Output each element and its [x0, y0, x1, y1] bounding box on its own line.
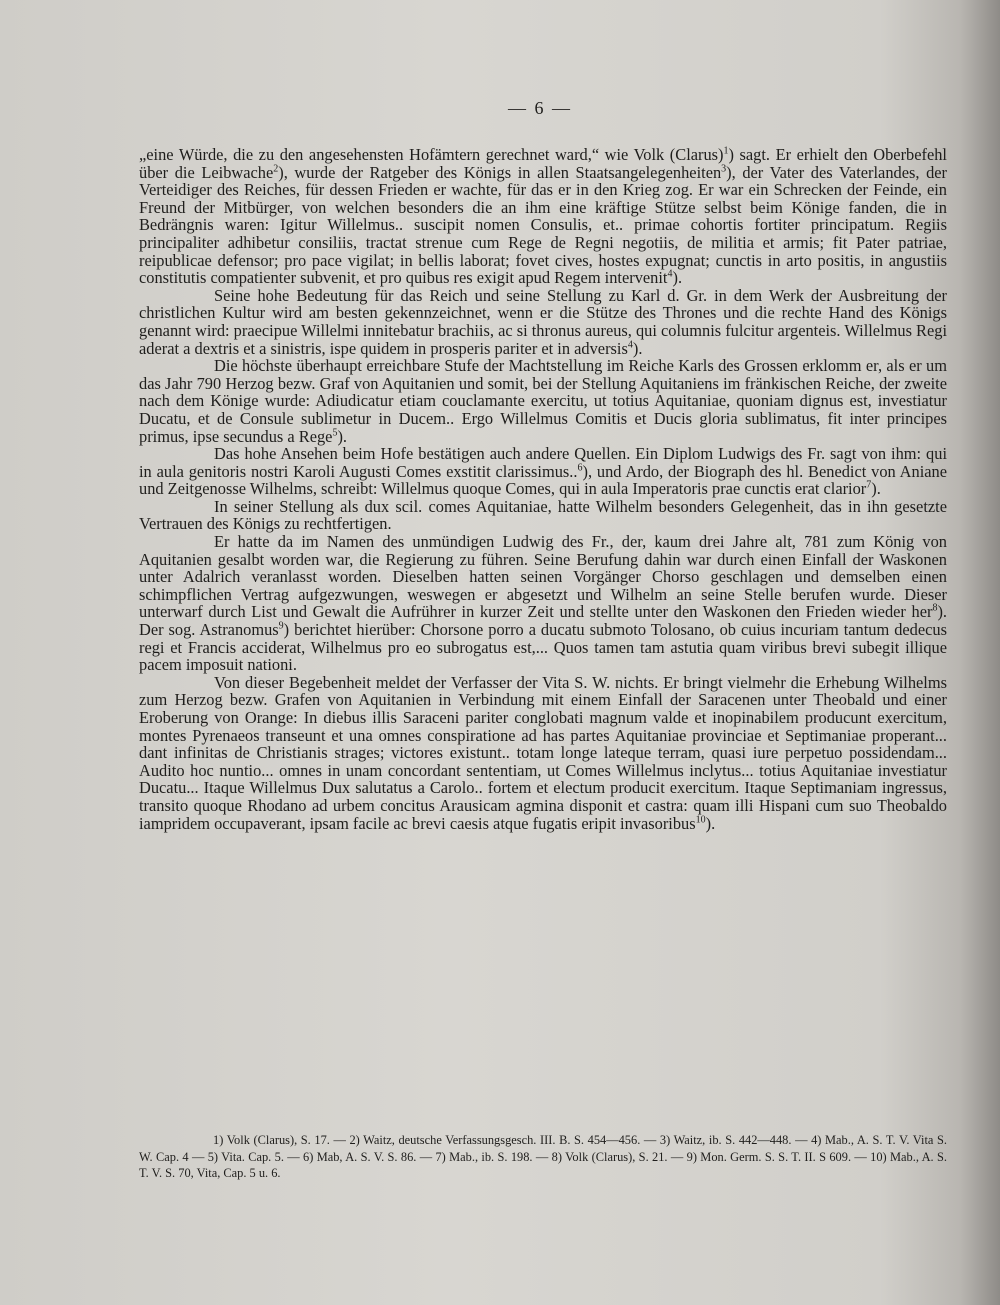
footnote-marker: 5: [332, 427, 338, 439]
text-segment: ), der Vater des Vaterlandes, der Verteidiger des Reiches, für dessen Frieden er wachte, für das er in den Krieg zog. Er war ein Schrecken der Feinde, ein Freund der Mitbürger, von welchen besonders die an ihm eine kräftige Stütze selbst beim Könige fanden, die in Bedrängnis waren: Igitur Willelmus.. suscipit nomen Consulis, et.. primae cohortis fortiter principatum. Regiis principaliter adhibetur consiliis, tractat strenue cum Rege de Regni negotiis, de militia et armis; fit Pater patriae, reipublicae defensor; pro pace vigilat; in bellis laborat; fovet cives, hostes expugnat; cunctis in arto positis, in angustiis constitutis compatienter subvenit, et pro quibus res exigit apud Regem intervenit: [139, 162, 948, 288]
text-segment: Er hatte da im Namen des unmündigen Ludwig des Fr., der, kaum drei Jahre alt, 781 zum König von Aquitanien gesalbt worden war, die Regierung zu führen. Seine Berufung dahin war durch einen Einfall der Waskonen unter Adalrich veranlasst worden. Dieselben hatten seinen Vorgänger Chorso geschlagen und demselben einen schimpflichen Vertrag aufgezwungen, weswegen er abgesetzt und Wilhelm an seine Stelle berufen wurde. Dieser unterwarf durch List und Gewalt die Aufrührer in kurzer Zeit und stellte unter den Waskonen den Frieden wieder her: [139, 532, 947, 622]
text-segment: ).: [632, 338, 643, 358]
footnotes: [139, 1131, 947, 1182]
page-number: — 6 —: [508, 98, 572, 118]
text-segment: ).: [871, 479, 881, 499]
paragraph: [139, 445, 947, 498]
body-text: [139, 146, 947, 832]
footnote-marker: 4: [627, 339, 633, 351]
text-segment: ).: [705, 813, 716, 833]
text-segment: Seine hohe Bedeutung für das Reich und seine Stellung zu Karl d. Gr. in dem Werk der Ausbreitung der christlichen Kultur wird am besten gekennzeichnet, wenn er die Stütze des Thrones und die rechte Hand des Königs genannt wird: praecipue Willelmi innitebatur brachiis, ac si thronus aureus, qui columnis fulcitur argenteis. Willelmus Regi aderat a dextris et a sinistris, ispe quidem in prosperis pariter et in adversis: [139, 285, 948, 358]
paragraph: [139, 674, 947, 832]
paragraph: [139, 357, 947, 445]
text-segment: ), und Ardo, der Biograph des hl. Benedict von Aniane und Zeitgenosse Wilhelms, schreibt: Willelmus quoque Comes, qui in aula Imperatoris prae cunctis erat clarior: [139, 461, 948, 499]
text-segment: ).: [337, 426, 348, 446]
footnote-marker: 1: [723, 145, 729, 157]
paragraph: [139, 287, 947, 357]
footnotes-text: 1) Volk (Clarus), S. 17. — 2) Waitz, deutsche Verfassungsgesch. III. B. S. 454—456. — 3) Waitz, ib. S. 442—448. — 4) Mab., A. S. T. V. Vita S. W. Cap. 4 — 5) Vita. Cap. 5. — 6) Mab, A. S. V. S. 86. — 7) Mab., ib. S. 198. — 8) Volk (Clarus), S. 21. — 9) Mon. Germ. S. S. T. II. S 609. — 10) Mab., A. S. T. V. S. 70, Vita, Cap. 5 u. 6.: [139, 1133, 947, 1181]
paragraph: [139, 146, 947, 287]
text-segment: ).: [672, 268, 683, 288]
footnote-marker: 3: [721, 163, 727, 175]
footnote-marker: 2: [273, 163, 279, 175]
text-segment: In seiner Stellung als dux scil. comes Aquitaniae, hatte Wilhelm besonders Gelegenheit, das in ihn gesetzte Vertrauen des Königs zu rechtfertigen.: [139, 496, 947, 534]
text-segment: „eine Würde, die zu den angesehensten Hofämtern gerechnet ward,“ wie Volk (Clarus): [139, 145, 724, 164]
footnote-marker: 9: [278, 620, 284, 632]
paragraph: [139, 533, 947, 674]
text-segment: ), wurde der Ratgeber des Königs in allen Staatsangelegenheiten: [278, 162, 722, 182]
text-segment: Die höchste überhaupt erreichbare Stufe der Machtstellung im Reiche Karls des Grossen erklomm er, als er um das Jahr 790 Herzog bezw. Graf von Aquitanien und somit, bei der Stellung Aquitaniens im fränkischen Reiche, der zweite nach dem Könige wurde: Adiudicatur etiam couclamante exercitu, ut totius Aquitaniae, quoniam dignus est, investiatur Ducatu, et de Consule sublimetur in Ducem.. Ergo Willelmus Comitis et Ducis gloria sublimatus, fit inter principes primus, ipse secundus a Rege: [139, 356, 947, 446]
paragraph: [139, 498, 947, 533]
footnote-marker: 7: [866, 479, 872, 491]
footnote-marker: 4: [667, 268, 673, 280]
text-segment: ) sagt. Er erhielt den Oberbefehl über die Leibwache: [139, 145, 947, 182]
footnote-marker: 6: [577, 462, 583, 474]
text-segment: ) berichtet hierüber: Chorsone porro a ducatu submoto Tolosano, ob cuius incuriam tantum dedecus regi et Francis acciderat, Wilhelmus pro eo subrogatus est,... Quos tamen tam astutia quam viribus brevi subegit illique pacem imposuit nationi.: [139, 620, 947, 675]
text-segment: ). Der sog. Astranomus: [139, 602, 947, 640]
footnote-marker: 10: [695, 814, 706, 826]
text-segment: Von dieser Begebenheit meldet der Verfasser der Vita S. W. nichts. Er bringt vielmehr die Erhebung Wilhelms zum Herzog bezw. Grafen von Aquitanien in Verbindung mit einem Einfall der Saracenen unter Theobald und einer Eroberung von Orange: In diebus illis Saraceni pariter conglobati magnum valde et inopinabilem producunt exercitum, montes Pyrenaeos transeunt et una omnes conspiratione ad has partes Aquitaniae provinciae et Septimaniae properant... dant infinitas de Christianis strages; victores existunt.. totam longe lateque terram, quasi iure perpetuo possidendam... Audito hoc nuntio... omnes in unam concordant sententiam, ut Comes Willelmus inclytus... totius Aquitaniae investiatur Ducatu... Itaque Willelmus Dux salutatus a Carolo.. fortem et electum producit exercitum. Itaque Septimaniam ingressus, transito quoque Rhodano ad urbem concitus Arausicam agmina disponit et castra: quam illi Hispani cum suo Theobaldo iampridem occupaverant, ipsam facile ac brevi caesis atque fugatis eripit invasoribus: [139, 672, 947, 833]
text-segment: Das hohe Ansehen beim Hofe bestätigen auch andere Quellen. Ein Diplom Ludwigs des Fr. sagt von ihm: qui in aula genitoris nostri Karoli Augusti Comes exstitit clarissimus..: [139, 444, 947, 481]
footnote-marker: 8: [932, 602, 938, 614]
